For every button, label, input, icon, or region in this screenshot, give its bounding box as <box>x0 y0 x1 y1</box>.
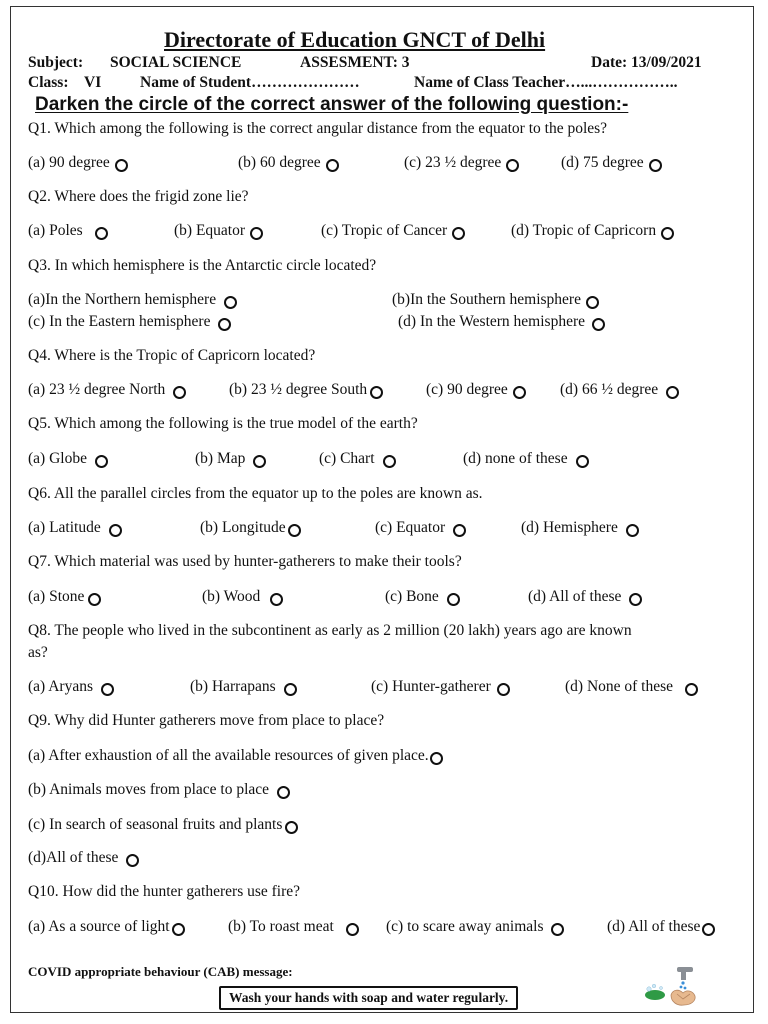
answer-circle[interactable] <box>172 923 185 936</box>
answer-circle[interactable] <box>506 159 519 172</box>
option-label: (d) None of these <box>565 678 674 695</box>
student-name-field: Name of Student………………… <box>140 74 360 91</box>
handwashing-icon <box>643 965 703 1009</box>
option-label: (a) Globe <box>28 450 87 467</box>
answer-circle[interactable] <box>95 227 108 240</box>
option-label: (a) Latitude <box>28 519 101 536</box>
q1-option-b <box>238 154 339 172</box>
option-label: (c) Equator <box>375 519 446 536</box>
q5-option-a <box>28 450 108 468</box>
answer-circle[interactable] <box>661 227 674 240</box>
q4-option-a <box>28 381 186 399</box>
q1-option-a <box>28 154 128 172</box>
option-label: (d) In the Western hemisphere <box>398 313 585 330</box>
option-label: (b) Animals moves from place to place <box>28 781 270 798</box>
answer-circle[interactable] <box>88 593 101 606</box>
option-label: (d) none of these <box>463 450 568 467</box>
q9-option-d <box>28 849 139 867</box>
answer-circle[interactable] <box>702 923 715 936</box>
option-label: (c) Hunter-gatherer <box>371 678 491 695</box>
option-label: (b) 23 ½ degree South <box>229 381 368 398</box>
option-label: (b) Equator <box>174 222 246 239</box>
option-label: (a)In the Northern hemisphere <box>28 291 217 308</box>
q5-option-d <box>463 450 589 468</box>
class-label: Class: <box>28 74 69 91</box>
q3-option-a <box>28 291 237 309</box>
q2-text: Q2. Where does the frigid zone lie? <box>28 188 249 205</box>
q3-option-b <box>392 291 599 309</box>
answer-circle[interactable] <box>666 386 679 399</box>
q9-text: Q9. Why did Hunter gatherers move from place to place? <box>28 712 385 729</box>
q5-option-c <box>319 450 396 468</box>
answer-circle[interactable] <box>126 854 139 867</box>
subject-label: Subject: <box>28 54 84 71</box>
option-label: (b) Map <box>195 450 246 467</box>
q2-option-d <box>511 222 674 240</box>
answer-circle[interactable] <box>586 296 599 309</box>
option-label: (b) 60 degree <box>238 154 321 171</box>
answer-circle[interactable] <box>430 752 443 765</box>
option-label: (a) 90 degree <box>28 154 110 171</box>
q3-option-c <box>28 313 231 331</box>
q6-option-b <box>200 519 301 537</box>
answer-circle[interactable] <box>284 683 297 696</box>
teacher-name-field: Name of Class Teacher…...…………….. <box>414 74 678 91</box>
q7-text: Q7. Which material was used by hunter-gatherers to make their tools? <box>28 553 462 570</box>
answer-circle[interactable] <box>326 159 339 172</box>
q10-option-b <box>228 918 359 936</box>
assessment-label: ASSESMENT: 3 <box>300 54 410 71</box>
q8-option-c <box>371 678 510 696</box>
option-label: (c) 23 ½ degree <box>404 154 502 171</box>
q6-text: Q6. All the parallel circles from the equator up to the poles are known as. <box>28 485 483 502</box>
q2-option-a <box>28 222 108 240</box>
q1-option-c <box>404 154 519 172</box>
q7-option-a <box>28 588 101 606</box>
option-label: (c) Chart <box>319 450 375 467</box>
option-label: (c) 90 degree <box>426 381 508 398</box>
answer-circle[interactable] <box>383 455 396 468</box>
q6-option-c <box>375 519 466 537</box>
option-label: (b)In the Southern hemisphere <box>392 291 581 308</box>
answer-circle[interactable] <box>452 227 465 240</box>
answer-circle[interactable] <box>629 593 642 606</box>
q7-option-b <box>202 588 283 606</box>
subject-value: SOCIAL SCIENCE <box>110 54 242 71</box>
answer-circle[interactable] <box>224 296 237 309</box>
option-label: (d) Tropic of Capricorn <box>511 222 657 239</box>
answer-circle[interactable] <box>270 593 283 606</box>
q1-text: Q1. Which among the following is the correct angular distance from the equator to the poles? <box>28 120 608 137</box>
date-label: Date: 13/09/2021 <box>591 54 702 71</box>
q7-option-d <box>528 588 642 606</box>
answer-circle[interactable] <box>576 455 589 468</box>
answer-circle[interactable] <box>115 159 128 172</box>
answer-circle[interactable] <box>513 386 526 399</box>
cab-label: COVID appropriate behaviour (CAB) message: <box>28 964 293 979</box>
answer-circle[interactable] <box>285 821 298 834</box>
answer-circle[interactable] <box>288 524 301 537</box>
class-value: VI <box>84 74 102 91</box>
q1-option-d <box>561 154 662 172</box>
answer-circle[interactable] <box>346 923 359 936</box>
q6-option-d <box>521 519 639 537</box>
option-label: (d) 66 ½ degree <box>560 381 659 398</box>
q10-option-a <box>28 918 185 936</box>
option-label: (d)All of these <box>28 849 119 866</box>
instruction-text: Darken the circle of the correct answer of the following question:- <box>35 94 629 115</box>
q2-option-c <box>321 222 465 240</box>
option-label: (c) to scare away animals <box>386 918 544 935</box>
answer-circle[interactable] <box>370 386 383 399</box>
q4-option-c <box>426 381 526 399</box>
q7-option-c <box>385 588 460 606</box>
answer-circle[interactable] <box>453 524 466 537</box>
option-label: (c) In search of seasonal fruits and plants <box>28 816 283 833</box>
answer-circle[interactable] <box>173 386 186 399</box>
q8-text: Q8. The people who lived in the subcontinent as early as 2 million (20 lakh) years ago are known <box>28 622 632 639</box>
option-label: (b) To roast meat <box>228 918 334 935</box>
option-label: (a) After exhaustion of all the available resources of given place. <box>28 747 429 764</box>
answer-circle[interactable] <box>101 683 114 696</box>
q4-option-d <box>560 381 679 399</box>
q4-text: Q4. Where is the Tropic of Capricorn located? <box>28 347 316 364</box>
q9-option-b <box>28 781 290 799</box>
q3-option-d <box>398 313 605 331</box>
q5-text: Q5. Which among the following is the true model of the earth? <box>28 415 418 432</box>
q6-option-a <box>28 519 122 537</box>
option-label: (d) Hemisphere <box>521 519 618 536</box>
option-label: (d) All of these <box>607 918 701 935</box>
option-label: (d) All of these <box>528 588 622 605</box>
q8-option-d <box>565 678 698 696</box>
answer-circle[interactable] <box>277 786 290 799</box>
option-label: (b) Longitude <box>200 519 286 536</box>
q8-option-a <box>28 678 114 696</box>
page-title: Directorate of Education GNCT of Delhi <box>164 27 546 52</box>
option-label: (c) Tropic of Cancer <box>321 222 448 239</box>
option-label: (d) 75 degree <box>561 154 644 171</box>
option-label: (a) Poles <box>28 222 83 239</box>
option-label: (b) Harrapans <box>190 678 276 695</box>
answer-circle[interactable] <box>626 524 639 537</box>
answer-circle[interactable] <box>253 455 266 468</box>
answer-circle[interactable] <box>592 318 605 331</box>
answer-circle[interactable] <box>649 159 662 172</box>
answer-circle[interactable] <box>109 524 122 537</box>
q10-text: Q10. How did the hunter gatherers use fire? <box>28 883 301 900</box>
answer-circle[interactable] <box>447 593 460 606</box>
q10-option-d <box>607 918 715 936</box>
option-label: (b) Wood <box>202 588 261 605</box>
option-label: (a) Stone <box>28 588 85 605</box>
answer-circle[interactable] <box>685 683 698 696</box>
q9-option-c <box>28 816 298 834</box>
q4-option-b <box>229 381 383 399</box>
q5-option-b <box>195 450 266 468</box>
option-label: (a) As a source of light <box>28 918 170 935</box>
q10-option-c <box>386 918 564 936</box>
cab-message-box: Wash your hands with soap and water regularly. <box>219 986 518 1010</box>
answer-circle[interactable] <box>497 683 510 696</box>
answer-circle[interactable] <box>218 318 231 331</box>
option-label: (a) Aryans <box>28 678 93 695</box>
q8-option-b <box>190 678 297 696</box>
option-label: (c) In the Eastern hemisphere <box>28 313 211 330</box>
q9-option-a <box>28 747 443 765</box>
answer-circle[interactable] <box>95 455 108 468</box>
q8-text-continued: as? <box>28 644 48 661</box>
option-label: (a) 23 ½ degree North <box>28 381 166 398</box>
q2-option-b <box>174 222 263 240</box>
q3-text: Q3. In which hemisphere is the Antarctic circle located? <box>28 257 377 274</box>
option-label: (c) Bone <box>385 588 439 605</box>
answer-circle[interactable] <box>551 923 564 936</box>
answer-circle[interactable] <box>250 227 263 240</box>
